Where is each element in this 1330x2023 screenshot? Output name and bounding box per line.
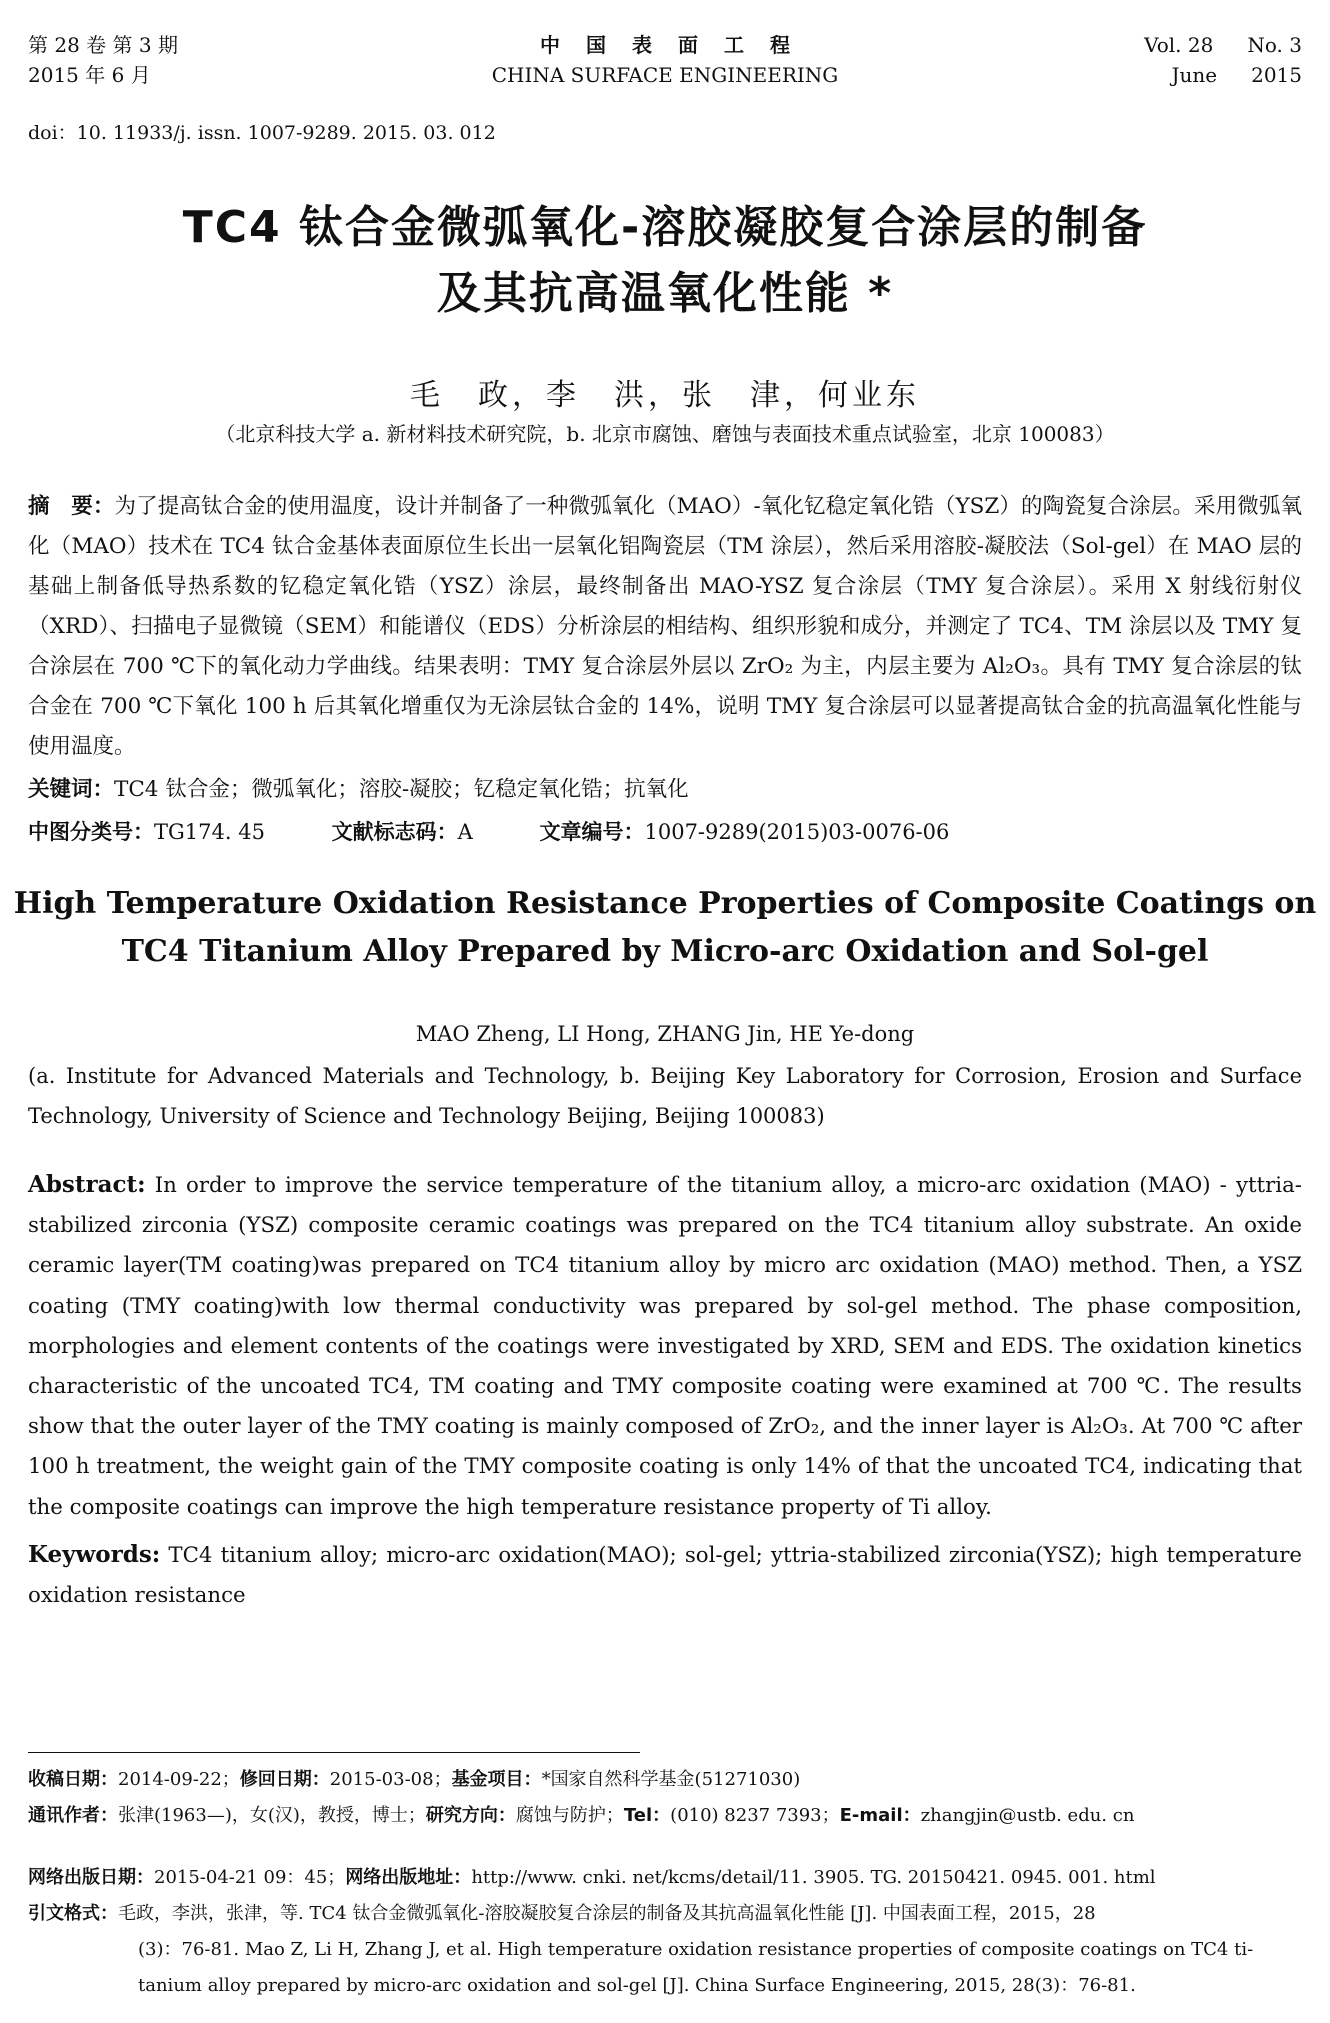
clc-label: 中图分类号： xyxy=(28,820,154,844)
footnote-citation xyxy=(28,1896,1302,2004)
journal-name-en: CHINA SURFACE ENGINEERING xyxy=(491,63,839,87)
keywords-cn-text: TC4 钛合金；微弧氧化；溶胶-凝胶；钇稳定氧化锆；抗氧化 xyxy=(114,777,689,802)
fund-label: 基金项目： xyxy=(451,1769,542,1790)
volume-en: Vol. 28 xyxy=(1144,33,1214,57)
research-label: 研究方向： xyxy=(425,1805,516,1826)
journal-name-cn: 中国表面工程 xyxy=(540,33,816,57)
doi: doi：10. 11933/j. issn. 1007-9289. 2015. 03. 012 xyxy=(28,122,496,144)
tel-label: Tel： xyxy=(623,1805,671,1826)
keywords-en-text: TC4 titanium alloy; micro-arc oxidation(MAO); sol-gel; yttria-stabilized zirconia(YSZ); high temperature oxidation resistance xyxy=(28,1543,1302,1608)
paper-title-cn xyxy=(0,195,1330,327)
online-address-label: 网络出版地址： xyxy=(345,1867,472,1888)
citation-line3: tanium alloy prepared by micro-arc oxidation and sol-gel [J]. China Surface Engineering, 2015, 28(3)：76-81. xyxy=(138,1975,1136,1996)
year-en: 2015 xyxy=(1251,63,1302,87)
date-cn: 2015 年 6 月 xyxy=(28,63,151,87)
corresponding-label: 通讯作者： xyxy=(28,1805,118,1826)
tel-value: (010) 8237 7393； xyxy=(670,1805,840,1826)
abstract-en xyxy=(28,1165,1302,1528)
abstract-cn-label: 摘 要： xyxy=(28,494,115,519)
corresponding-text: 张津(1963—)，女(汉)，教授，博士； xyxy=(118,1805,426,1826)
keywords-en xyxy=(28,1535,1302,1616)
abstract-en-text: In order to improve the service temperature of the titanium alloy, a micro-arc oxidation (MAO) - yttria-stabilized zirconia (YSZ) composite ceramic coatings was prepared on the TC4 titanium alloy substrate. An oxide ceramic layer(TM coating)was prepared on TC4 titanium alloy by micro arc oxidation (MAO) method. Then, a YSZ coating (TMY coating)with low thermal conductivity was prepared by sol-gel method. The phase composition, morphologies and element contents of the coatings were investigated by XRD, SEM and EDS. The oxidation kinetics characteristic of the uncoated TC4, TM coating and TMY composite coating were examined at 700 ℃. The results show that the outer layer of the TMY coating is mainly composed of ZrO₂, and the inner layer is Al₂O₃. At 700 ℃ after 100 h treatment, the weight gain of the TMY composite coating is only 14% of that the uncoated TC4, indicating that the composite coatings can improve the high temperature resistance property of Ti alloy. xyxy=(28,1173,1302,1520)
citation-label: 引文格式： xyxy=(28,1903,118,1924)
keywords-cn xyxy=(28,770,1302,810)
classification-line xyxy=(28,812,1302,852)
issue-en: No. 3 xyxy=(1247,33,1302,57)
email-value[interactable]: zhangjin@ustb. edu. cn xyxy=(920,1805,1135,1826)
citation-line2: (3)：76-81. Mao Z, Li H, Zhang J, et al. High temperature oxidation resistance properties of composite coatings on TC4 ti- xyxy=(138,1939,1254,1960)
footnote-dates-fund xyxy=(28,1762,1302,1798)
clc-value: TG174. 45 xyxy=(154,820,265,844)
footnote-corresponding-author xyxy=(28,1798,1302,1834)
abstract-cn-text: 为了提高钛合金的使用温度，设计并制备了一种微弧氧化（MAO）-氧化钇稳定氧化锆（YSZ）的陶瓷复合涂层。采用微弧氧化（MAO）技术在 TC4 钛合金基体表面原位生长出一层氧化铝陶瓷层（TM 涂层），然后采用溶胶-凝胶法（Sol-gel）在 MAO 层的基础上制备低导热系数的钇稳定氧化锆（YSZ）涂层，最终制备出 MAO-YSZ 复合涂层（TMY 复合涂层）。采用 X 射线衍射仪（XRD）、扫描电子显微镜（SEM）和能谱仪（EDS）分析涂层的相结构、组织形貌和成分，并测定了 TC4、TM 涂层以及 TMY 复合涂层在 700 ℃下的氧化动力学曲线。结果表明：TMY 复合涂层外层以 ZrO₂ 为主，内层主要为 Al₂O₃。具有 TMY 复合涂层的钛合金在 700 ℃下氧化 100 h 后其氧化增重仅为无涂层钛合金的 14%，说明 TMY 复合涂层可以显著提高钛合金的抗高温氧化性能与使用温度。 xyxy=(28,494,1302,759)
email-label: E-mail： xyxy=(839,1805,921,1826)
online-date: 2015-04-21 09：45； xyxy=(154,1867,346,1888)
abstract-en-label: Abstract: xyxy=(28,1171,146,1198)
citation-line1: 毛政，李洪，张津，等. TC4 钛合金微弧氧化-溶胶凝胶复合涂层的制备及其抗高温氧化性能 [J]. 中国表面工程，2015，28 xyxy=(118,1903,1096,1924)
title-en-line1: High Temperature Oxidation Resistance Properties of Composite Coatings on xyxy=(13,886,1317,921)
footnote-online xyxy=(28,1860,1302,1896)
title-cn-line1: TC4 钛合金微弧氧化-溶胶凝胶复合涂层的制备 xyxy=(182,202,1148,253)
authors-cn: 毛 政，李 洪，张 津，何业东 xyxy=(410,378,920,413)
header-right xyxy=(1110,30,1302,90)
keywords-cn-label: 关键词： xyxy=(28,777,115,802)
received-label: 收稿日期： xyxy=(28,1769,118,1790)
article-number-label: 文章编号： xyxy=(539,820,645,844)
article-number-value: 1007-9289(2015)03-0076-06 xyxy=(644,820,950,844)
title-cn-line2: 及其抗高温氧化性能 * xyxy=(436,268,894,319)
revised-date: 2015-03-08； xyxy=(329,1769,452,1790)
doc-code-label: 文献标志码： xyxy=(331,820,458,844)
month-en: June xyxy=(1171,63,1218,87)
authors-en: MAO Zheng, LI Hong, ZHANG Jin, HE Ye-dong xyxy=(415,1022,915,1046)
paper-title-en xyxy=(0,880,1330,976)
volume-issue-cn: 第 28 卷 第 3 期 xyxy=(28,33,178,57)
revised-label: 修回日期： xyxy=(239,1769,330,1790)
fund-text: *国家自然科学基金(51271030) xyxy=(541,1769,801,1790)
doc-code-value: A xyxy=(457,820,473,844)
received-date: 2014-09-22； xyxy=(118,1769,240,1790)
online-address-link[interactable]: http://www. cnki. net/kcms/detail/11. 3905. TG. 20150421. 0945. 001. html xyxy=(471,1867,1156,1888)
affiliation-cn: （北京科技大学 a. 新材料技术研究院，b. 北京市腐蚀、磨蚀与表面技术重点试验室，北京 100083） xyxy=(215,422,1115,446)
research-text: 腐蚀与防护； xyxy=(515,1805,624,1826)
running-header xyxy=(28,30,1302,92)
keywords-en-label: Keywords: xyxy=(28,1541,161,1568)
online-date-label: 网络出版日期： xyxy=(28,1867,154,1888)
affiliation-en: (a. Institute for Advanced Materials and Technology, b. Beijing Key Laboratory for Corrosion, Erosion and Surface Technology, University of Science and Technology Beijing, Beijing 100083) xyxy=(28,1064,1302,1128)
title-en-line2: TC4 Titanium Alloy Prepared by Micro-arc Oxidation and Sol-gel xyxy=(121,934,1209,969)
footnote-divider xyxy=(28,1752,640,1753)
abstract-cn xyxy=(28,487,1302,767)
